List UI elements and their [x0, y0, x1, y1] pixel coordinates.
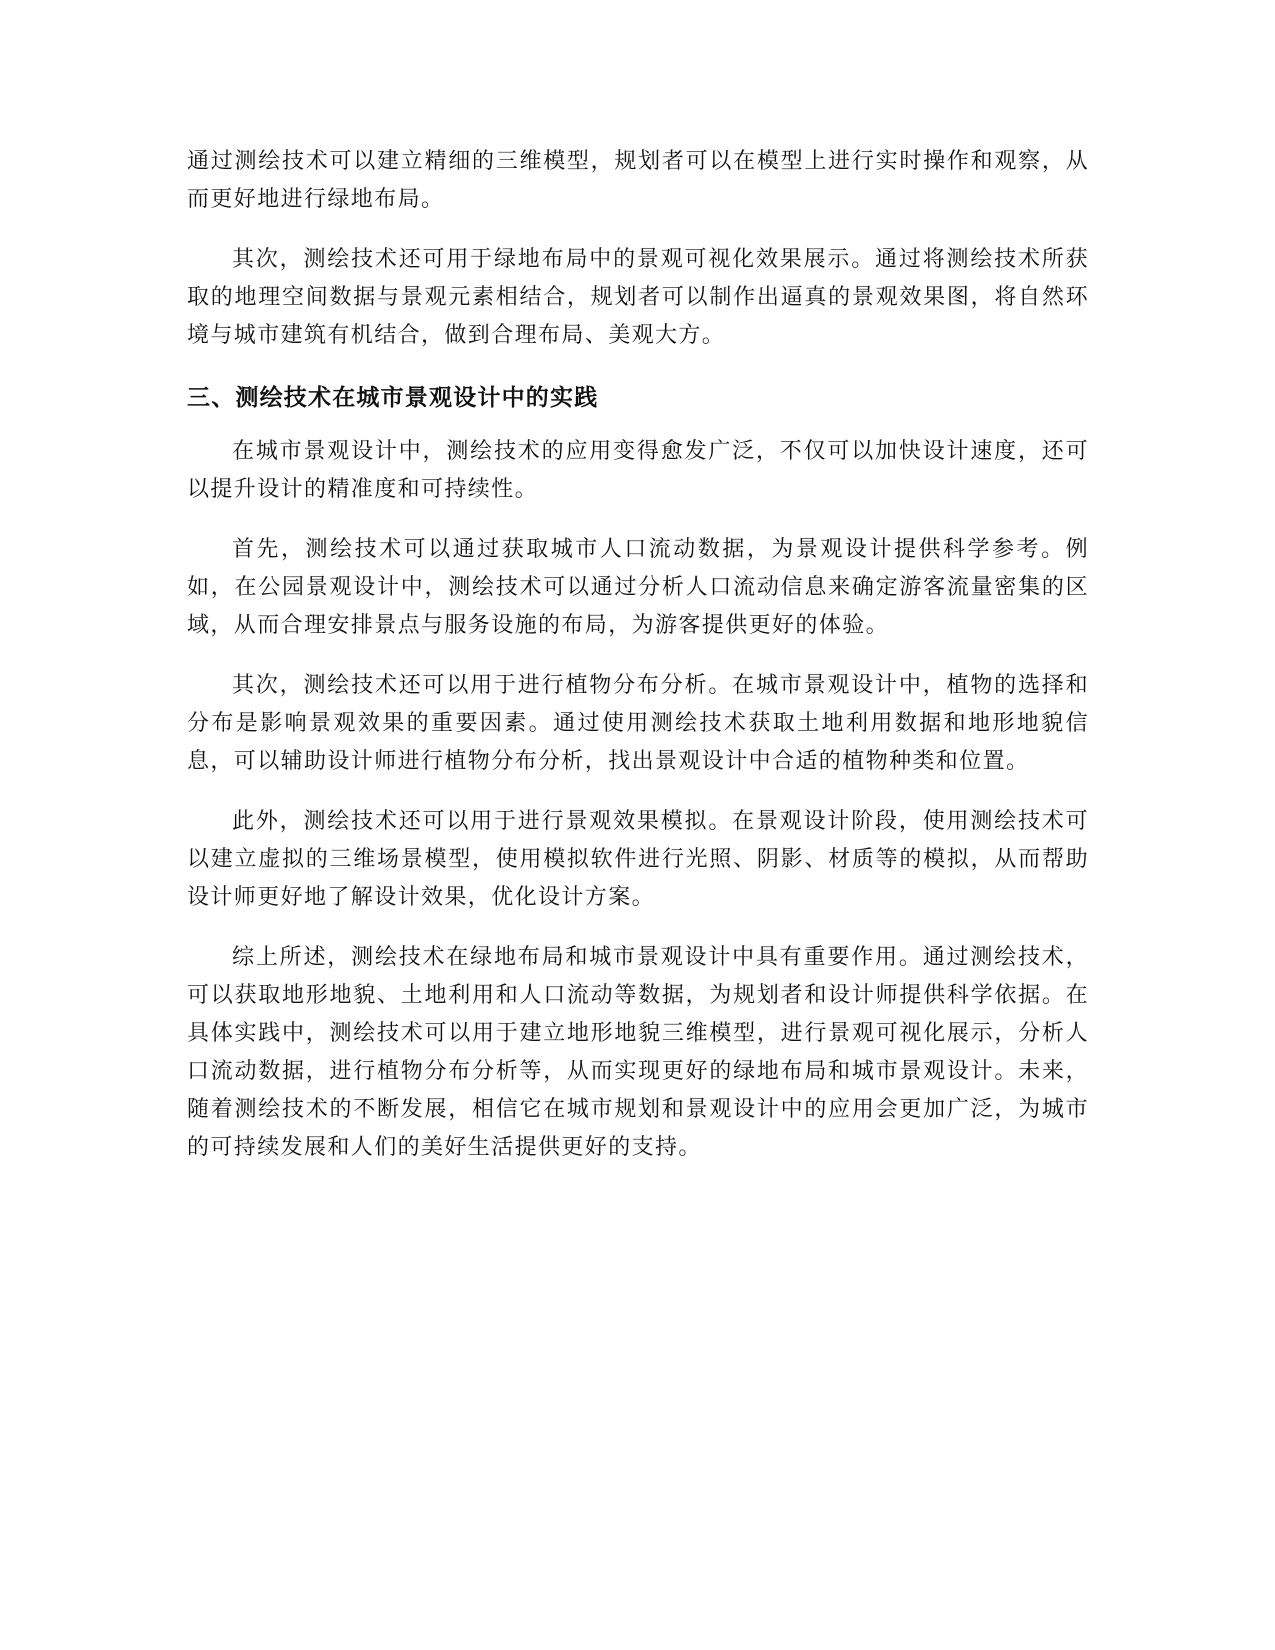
paragraph-plant-distribution: 其次，测绘技术还可以用于进行植物分布分析。在城市景观设计中，植物的选择和分布是影响景观效果的重要因素。通过使用测绘技术获取土地利用数据和地形地貌信息，可以辅助设计师进行植物分布分析，找出景观设计中合适的植物种类和位置。	[187, 673, 1089, 774]
document-body	[187, 143, 1089, 1167]
paragraph-effect-simulation: 此外，测绘技术还可以用于进行景观效果模拟。在景观设计阶段，使用测绘技术可以建立虚拟的三维场景模型，使用模拟软件进行光照、阴影、材质等的模拟，从而帮助设计师更好地了解设计效果，优化设计方案。	[187, 809, 1089, 910]
paragraph-conclusion: 综上所述，测绘技术在绿地布局和城市景观设计中具有重要作用。通过测绘技术，可以获取地形地貌、土地利用和人口流动等数据，为规划者和设计师提供科学依据。在具体实践中，测绘技术可以用于建立地形地貌三维模型，进行景观可视化展示，分析人口流动数据，进行植物分布分析等，从而实现更好的绿地布局和城市景观设计。未来，随着测绘技术的不断发展，相信它在城市规划和景观设计中的应用会更加广泛，为城市的可持续发展和人们的美好生活提供更好的支持。	[187, 945, 1089, 1160]
section-heading: 三、测绘技术在城市景观设计中的实践	[187, 385, 599, 411]
paragraph-visualization: 其次，测绘技术还可用于绿地布局中的景观可视化效果展示。通过将测绘技术所获取的地理空间数据与景观元素相结合，规划者可以制作出逼真的景观效果图，将自然环境与城市建筑有机结合，做到合理布局、美观大方。	[187, 247, 1089, 348]
paragraph-continued: 通过测绘技术可以建立精细的三维模型，规划者可以在模型上进行实时操作和观察，从而更好地进行绿地布局。	[187, 149, 1089, 212]
paragraph-population-flow: 首先，测绘技术可以通过获取城市人口流动数据，为景观设计提供科学参考。例如，在公园景观设计中，测绘技术可以通过分析人口流动信息来确定游客流量密集的区域，从而合理安排景点与服务设施的布局，为游客提供更好的体验。	[187, 537, 1089, 638]
paragraph-intro: 在城市景观设计中，测绘技术的应用变得愈发广泛，不仅可以加快设计速度，还可以提升设计的精准度和可持续性。	[187, 439, 1089, 502]
